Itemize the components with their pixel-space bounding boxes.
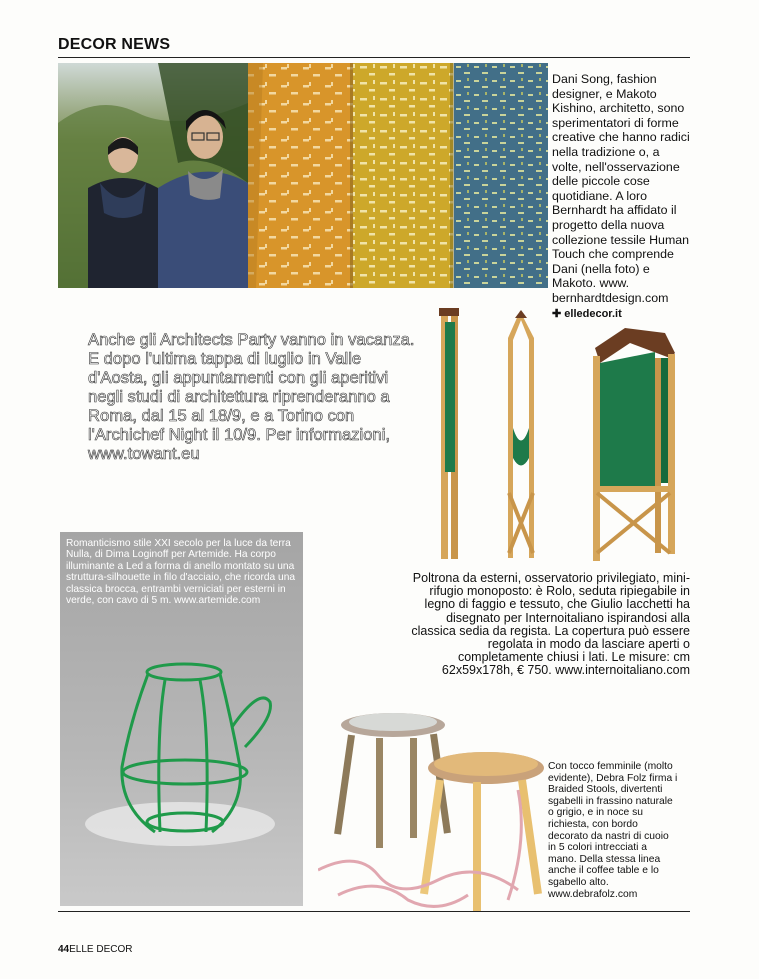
page-footer [58,944,132,955]
chair-open [593,328,675,561]
chair-half-open [508,310,534,558]
elledecor-link[interactable]: ✚ elledecor.it [552,307,622,320]
lamp-caption: Romanticismo stile XXI secolo per la luce da terra Nulla, di Dima Loginoff per Artemide. Ha corpo illuminante a Led a forma di anello montato su una struttura-silhouette in filo d'acciaio, che ricorda una classica brocca, entrambi verniciati per esterni in verde, con cavo di 5 m. www.artemide.com [66,538,296,607]
bernhardt-text-block [552,72,692,321]
bernhardt-text: Dani Song, fashion designer, e Makoto Kishino, architetto, sono sperimentatori di forme creative che hanno radici nella tradizione o, a volte, nell'osservazione delle piccole cose quotidiane. A loro Bernhardt ha affidato il progetto della nuova collezione tessile Human Touch che comprende Dani (nella foto) e Makoto. www. bernhardtdesign.com [552,72,690,305]
nulla-lamp-panel [60,532,303,906]
magazine-name: ELLE DECOR [69,944,133,955]
top-divider [58,57,690,58]
stool-caption: Con tocco femminile (molto evidente), Debra Folz firma i Braided Stools, divertenti sgabelli in frassino naturale o grigio, e in noce su richiesta, con bordo decorato da nastri di cuoio in 5 colori intrecciati a mano. Della stessa linea anche il coffee table e lo sgabello alto. www.debrafolz.com [548,761,678,900]
bottom-divider [58,911,690,912]
braided-stools-image [318,700,548,915]
chair-folded [439,308,459,559]
rolo-chairs-image [425,308,695,570]
architects-party-text: Anche gli Architects Party vanno in vacanza. E dopo l'ultima tappa di luglio in Valle d'Aosta, gli appuntamenti con gli aperitivi negli studi di architettura riprenderanno a Roma, dal 15 al 18/9, e a Torino con l'Archichef Night il 10/9. Per informazioni, www.towant.eu [88,330,415,463]
chair-caption: Poltrona da esterni, osservatorio privilegiato, mini-rifugio monoposto: è Rolo, seduta ripiegabile in legno di faggio e tessuto, che Giulio Iacchetti ha disegnato per Internoitaliano ispirandosi alla classica sedia da regista. La copertura può essere regolata in modo da lasciare aperti o completamente chiusi i lati. Le misure: cm 62x59x178h, € 750. www.internoitaliano.com [411,571,690,678]
section-title: DECOR NEWS [58,36,171,53]
nulla-lamp-image [60,532,303,906]
page-number: 44 [58,944,70,955]
bernhardt-photo [58,63,548,288]
